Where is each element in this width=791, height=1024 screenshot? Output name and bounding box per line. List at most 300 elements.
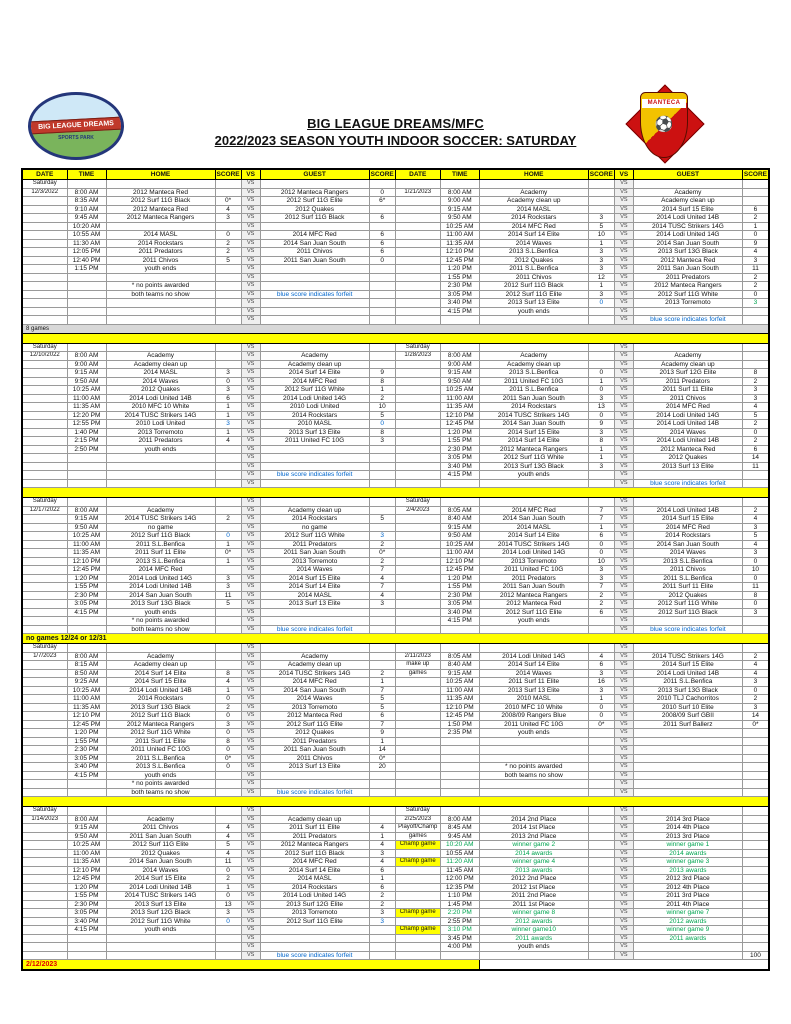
date-cell: Saturday xyxy=(22,498,67,507)
guest-team-cell: 2011 Chivos xyxy=(633,566,742,575)
home-team-cell: both teams no show xyxy=(106,290,215,299)
score-cell xyxy=(588,909,614,918)
home-team-cell: 2014 Waves xyxy=(479,669,588,678)
score-cell xyxy=(742,824,769,833)
time-cell: 12:10 PM xyxy=(67,557,106,566)
schedule-row xyxy=(22,256,769,265)
guest-team-cell: 2011 San Juan South xyxy=(260,746,369,755)
score-cell xyxy=(742,858,769,867)
score-cell xyxy=(588,917,614,926)
guest-team-cell xyxy=(260,299,369,308)
home-team-cell: 2011 Predators xyxy=(106,437,215,446)
guest-team-cell xyxy=(260,282,369,291)
schedule-row xyxy=(22,892,769,901)
guest-team-cell: 2011 San Juan South xyxy=(260,256,369,265)
vs-cell: VS xyxy=(241,273,260,282)
date-cell xyxy=(22,411,67,420)
date-cell xyxy=(22,549,67,558)
score-cell: 0 xyxy=(215,892,241,901)
score-cell: 0* xyxy=(588,720,614,729)
schedule-row xyxy=(22,815,769,824)
vs-cell: VS xyxy=(614,523,633,532)
home-team-cell: 2012 2nd Place xyxy=(479,875,588,884)
score-cell xyxy=(588,763,614,772)
date-cell xyxy=(395,180,440,189)
score-cell: 6 xyxy=(742,445,769,454)
schedule-row xyxy=(22,523,769,532)
home-team-cell: 2012 Manteca Rangers xyxy=(479,445,588,454)
time-cell: 8:00 AM xyxy=(67,188,106,197)
home-team-cell xyxy=(106,943,215,952)
score-cell xyxy=(588,625,614,634)
guest-team-cell: 2012 Quakes xyxy=(260,729,369,738)
vs-cell: VS xyxy=(241,746,260,755)
score-cell: 3 xyxy=(588,394,614,403)
date-cell xyxy=(22,746,67,755)
guest-team-cell: 2011 Chivos xyxy=(260,248,369,257)
date-cell xyxy=(395,763,440,772)
vs-cell: VS xyxy=(614,866,633,875)
vs-cell: VS xyxy=(614,549,633,558)
score-cell: 1 xyxy=(588,523,614,532)
time-cell: 3:40 PM xyxy=(67,763,106,772)
date-cell xyxy=(22,479,67,488)
vs-cell: VS xyxy=(614,720,633,729)
guest-team-cell xyxy=(260,644,369,653)
time-cell: 2:30 PM xyxy=(440,282,479,291)
score-cell: 2 xyxy=(742,506,769,515)
guest-team-cell: 2012 Surf 11G White xyxy=(260,386,369,395)
time-cell xyxy=(67,617,106,626)
separator-row xyxy=(22,634,769,644)
guest-team-cell: 2014 Waves xyxy=(633,549,742,558)
date-cell xyxy=(22,900,67,909)
date-cell: Saturday xyxy=(22,180,67,189)
home-team-cell xyxy=(106,222,215,231)
score-cell xyxy=(588,498,614,507)
score-cell: 3 xyxy=(215,214,241,223)
date-cell xyxy=(22,282,67,291)
score-cell: 9 xyxy=(369,369,395,378)
time-cell: 12:20 PM xyxy=(67,411,106,420)
vs-cell: VS xyxy=(614,386,633,395)
home-team-cell: 2013 S.L.Benfica xyxy=(479,248,588,257)
home-team-cell xyxy=(106,180,215,189)
score-cell: 3 xyxy=(215,909,241,918)
home-team-cell: 2014 Rockstars xyxy=(106,695,215,704)
date-cell xyxy=(395,316,440,325)
vs-cell: VS xyxy=(614,307,633,316)
time-cell: 4:15 PM xyxy=(440,307,479,316)
column-header: GUEST xyxy=(633,169,742,180)
time-cell: 2:50 PM xyxy=(67,445,106,454)
date-cell xyxy=(395,445,440,454)
home-team-cell: 2013 awards xyxy=(479,866,588,875)
date-cell xyxy=(22,403,67,412)
score-cell xyxy=(742,360,769,369)
home-team-cell xyxy=(479,746,588,755)
score-cell xyxy=(369,807,395,816)
time-cell: 11:35 AM xyxy=(67,858,106,867)
vs-cell: VS xyxy=(614,591,633,600)
time-cell: 8:00 AM xyxy=(440,815,479,824)
home-team-cell: 2014 Lodi United 14B xyxy=(106,394,215,403)
date-cell xyxy=(395,214,440,223)
guest-team-cell: 2011 Predators xyxy=(633,377,742,386)
home-team-cell: 2011 Predators xyxy=(106,248,215,257)
date-cell xyxy=(22,729,67,738)
guest-team-cell: 2014 Rockstars xyxy=(260,883,369,892)
score-cell xyxy=(215,617,241,626)
vs-cell: VS xyxy=(614,222,633,231)
home-team-cell: 2008/09 Rangers Blue xyxy=(479,712,588,721)
home-team-cell: 2014 Lodi United 14G xyxy=(106,574,215,583)
schedule-row xyxy=(22,360,769,369)
score-cell: 1 xyxy=(215,411,241,420)
vs-cell: VS xyxy=(614,360,633,369)
time-cell: 12:45 PM xyxy=(440,420,479,429)
guest-team-cell: 2012 Quakes xyxy=(260,205,369,214)
vs-cell: VS xyxy=(241,695,260,704)
vs-cell: VS xyxy=(241,754,260,763)
date-cell xyxy=(22,360,67,369)
score-cell xyxy=(369,951,395,960)
vs-cell: VS xyxy=(614,608,633,617)
score-cell xyxy=(369,282,395,291)
home-team-cell: 2014 Lodi United 14G xyxy=(479,652,588,661)
date-cell: 1/7/2023 xyxy=(22,652,67,661)
date-cell: Saturday xyxy=(395,807,440,816)
guest-team-cell: 2013 Torremoto xyxy=(260,703,369,712)
date-cell xyxy=(395,377,440,386)
guest-team-cell: 2014 Lodi United 14G xyxy=(633,411,742,420)
time-cell: 9:15 AM xyxy=(440,369,479,378)
time-cell xyxy=(440,746,479,755)
score-cell: 6 xyxy=(588,532,614,541)
guest-team-cell: 2012 Surf 11G White xyxy=(633,290,742,299)
time-cell: 3:05 PM xyxy=(440,290,479,299)
score-cell: 2 xyxy=(215,875,241,884)
vs-cell: VS xyxy=(614,369,633,378)
score-cell xyxy=(588,307,614,316)
time-cell: 10:25 AM xyxy=(440,386,479,395)
date-cell xyxy=(22,600,67,609)
time-cell: 8:00 AM xyxy=(67,652,106,661)
time-cell: 11:35 AM xyxy=(67,403,106,412)
date-cell xyxy=(395,934,440,943)
score-cell xyxy=(742,849,769,858)
guest-team-cell: 2012 Manteca Red xyxy=(260,712,369,721)
date-cell xyxy=(395,625,440,634)
vs-cell: VS xyxy=(614,686,633,695)
guest-team-cell: 2014 MFC Red xyxy=(260,377,369,386)
time-cell xyxy=(67,498,106,507)
guest-team-cell: 2010 Surf 10 Elite xyxy=(633,703,742,712)
date-cell xyxy=(22,763,67,772)
date-cell xyxy=(395,875,440,884)
vs-cell: VS xyxy=(241,479,260,488)
guest-team-cell xyxy=(260,934,369,943)
date-cell xyxy=(395,549,440,558)
schedule-row xyxy=(22,934,769,943)
score-cell xyxy=(742,316,769,325)
separator-filler xyxy=(479,960,769,971)
home-team-cell xyxy=(106,299,215,308)
date-cell xyxy=(22,523,67,532)
score-cell xyxy=(215,652,241,661)
schedule-row xyxy=(22,377,769,386)
time-cell: 9:10 AM xyxy=(67,205,106,214)
score-cell xyxy=(215,934,241,943)
vs-cell: VS xyxy=(241,248,260,257)
date-cell xyxy=(395,574,440,583)
score-cell xyxy=(369,498,395,507)
home-team-cell: 2012 Surf 11G White xyxy=(106,729,215,738)
score-cell: 5 xyxy=(369,703,395,712)
score-cell xyxy=(215,498,241,507)
vs-cell: VS xyxy=(614,951,633,960)
schedule-row xyxy=(22,343,769,352)
vs-cell: VS xyxy=(241,652,260,661)
score-cell: 1 xyxy=(588,445,614,454)
score-cell xyxy=(588,754,614,763)
vs-cell: VS xyxy=(241,205,260,214)
vs-cell: VS xyxy=(614,832,633,841)
score-cell: 7 xyxy=(588,583,614,592)
score-cell xyxy=(742,498,769,507)
score-cell: 11 xyxy=(742,265,769,274)
time-cell: 12:05 PM xyxy=(67,248,106,257)
score-cell xyxy=(369,316,395,325)
date-cell xyxy=(22,239,67,248)
date-cell xyxy=(22,299,67,308)
guest-team-cell xyxy=(633,180,742,189)
guest-team-cell: 2011 Chivos xyxy=(633,394,742,403)
time-cell: 11:30 AM xyxy=(67,239,106,248)
schedule-row xyxy=(22,737,769,746)
date-cell xyxy=(395,849,440,858)
home-team-cell: * no points awarded xyxy=(479,763,588,772)
home-team-cell: youth ends xyxy=(479,617,588,626)
guest-team-cell: 2011 Chivos xyxy=(260,754,369,763)
vs-cell: VS xyxy=(614,600,633,609)
home-team-cell: youth ends xyxy=(106,608,215,617)
guest-team-cell: 2012 Surf 11G Elite xyxy=(260,720,369,729)
home-team-cell: 2014 San Juan South xyxy=(106,591,215,600)
score-cell xyxy=(742,909,769,918)
score-cell: 0 xyxy=(215,866,241,875)
time-cell xyxy=(67,299,106,308)
time-cell: 2:30 PM xyxy=(440,591,479,600)
vs-cell: VS xyxy=(614,943,633,952)
date-cell xyxy=(395,617,440,626)
score-cell: 5 xyxy=(742,411,769,420)
vs-cell: VS xyxy=(241,290,260,299)
vs-cell: VS xyxy=(614,540,633,549)
home-team-cell: Academy xyxy=(479,352,588,361)
guest-team-cell xyxy=(260,222,369,231)
guest-team-cell: Academy clean up xyxy=(633,360,742,369)
score-cell xyxy=(215,282,241,291)
score-cell xyxy=(742,754,769,763)
schedule-row xyxy=(22,832,769,841)
home-team-cell: 2012 Quakes xyxy=(479,256,588,265)
guest-team-cell: 2012 3rd Place xyxy=(633,875,742,884)
date-cell xyxy=(22,780,67,789)
home-team-cell: youth ends xyxy=(479,729,588,738)
home-team-cell: 2012 Manteca Red xyxy=(106,205,215,214)
schedule-row xyxy=(22,265,769,274)
vs-cell: VS xyxy=(241,352,260,361)
schedule-row xyxy=(22,273,769,282)
time-cell: 4:15 PM xyxy=(67,771,106,780)
score-cell: 0 xyxy=(215,729,241,738)
schedule-row xyxy=(22,498,769,507)
guest-team-cell xyxy=(260,273,369,282)
date-cell xyxy=(22,686,67,695)
score-cell: 5 xyxy=(215,256,241,265)
vs-cell: VS xyxy=(614,652,633,661)
schedule-row xyxy=(22,900,769,909)
guest-team-cell: 2012 Manteca Rangers xyxy=(260,841,369,850)
vs-cell: VS xyxy=(614,824,633,833)
score-cell: 3 xyxy=(369,437,395,446)
home-team-cell: youth ends xyxy=(106,265,215,274)
home-team-cell: 2011 awards xyxy=(479,934,588,943)
vs-cell: VS xyxy=(614,454,633,463)
score-cell: 4 xyxy=(215,832,241,841)
vs-cell: VS xyxy=(241,712,260,721)
score-cell xyxy=(742,352,769,361)
guest-team-cell xyxy=(633,471,742,480)
vs-cell: VS xyxy=(241,943,260,952)
column-header: DATE xyxy=(22,169,67,180)
home-team-cell: 2013 Torremoto xyxy=(479,557,588,566)
vs-cell: VS xyxy=(614,428,633,437)
time-cell xyxy=(440,780,479,789)
guest-team-cell xyxy=(633,617,742,626)
schedule-row xyxy=(22,669,769,678)
date-cell xyxy=(395,678,440,687)
vs-cell: VS xyxy=(614,290,633,299)
date-cell xyxy=(22,875,67,884)
home-team-cell: 2014 TUSC Strikers 14G xyxy=(106,515,215,524)
score-cell xyxy=(742,832,769,841)
date-cell xyxy=(395,248,440,257)
time-cell xyxy=(67,788,106,797)
score-cell xyxy=(369,360,395,369)
score-cell: 0 xyxy=(588,411,614,420)
score-cell xyxy=(215,926,241,935)
score-cell: 8 xyxy=(588,437,614,446)
score-cell: 0* xyxy=(369,549,395,558)
vs-cell: VS xyxy=(241,420,260,429)
schedule-row xyxy=(22,403,769,412)
time-cell: 9:25 AM xyxy=(67,678,106,687)
score-cell xyxy=(369,625,395,634)
date-cell xyxy=(22,737,67,746)
time-cell xyxy=(67,934,106,943)
schedule-row xyxy=(22,617,769,626)
score-cell xyxy=(369,788,395,797)
home-team-cell: 2011 San Juan South xyxy=(479,583,588,592)
date-cell xyxy=(22,695,67,704)
score-cell xyxy=(742,892,769,901)
date-cell xyxy=(395,737,440,746)
time-cell: 4:15 PM xyxy=(67,608,106,617)
home-team-cell: 2011 United FC 10G xyxy=(479,720,588,729)
vs-cell: VS xyxy=(614,746,633,755)
date-cell xyxy=(22,678,67,687)
date-cell xyxy=(395,307,440,316)
time-cell: 9:45 AM xyxy=(67,214,106,223)
score-cell: 7 xyxy=(369,566,395,575)
score-cell xyxy=(588,841,614,850)
guest-team-cell xyxy=(260,479,369,488)
home-team-cell: 2011 Surf 11 Elite xyxy=(479,678,588,687)
date-cell xyxy=(395,299,440,308)
score-cell xyxy=(742,197,769,206)
score-cell xyxy=(215,815,241,824)
home-team-cell: 2013 S.L.Benfica xyxy=(106,557,215,566)
time-cell xyxy=(67,454,106,463)
guest-team-cell xyxy=(633,763,742,772)
score-cell: 1 xyxy=(588,695,614,704)
score-cell: 4 xyxy=(742,661,769,670)
score-cell: 3 xyxy=(215,369,241,378)
home-team-cell: 2012 Surf 11G Black xyxy=(106,197,215,206)
guest-team-cell: 2010 TLJ Cachorritos xyxy=(633,695,742,704)
date-cell xyxy=(22,273,67,282)
score-cell xyxy=(369,608,395,617)
score-cell: 2 xyxy=(215,703,241,712)
time-cell: 9:15 AM xyxy=(67,515,106,524)
date-cell: Champ game xyxy=(395,909,440,918)
vs-cell: VS xyxy=(614,926,633,935)
vs-cell: VS xyxy=(241,265,260,274)
vs-cell: VS xyxy=(614,703,633,712)
time-cell: 4:00 PM xyxy=(440,943,479,952)
home-team-cell: Academy clean up xyxy=(479,360,588,369)
date-cell: Saturday xyxy=(395,343,440,352)
schedule-row xyxy=(22,222,769,231)
date-cell xyxy=(22,625,67,634)
home-team-cell: 2011 San Juan South xyxy=(479,394,588,403)
guest-team-cell: 2010 Lodi United xyxy=(260,403,369,412)
vs-cell: VS xyxy=(614,343,633,352)
home-team-cell: 2012 Quakes xyxy=(106,386,215,395)
score-cell xyxy=(369,180,395,189)
time-cell: 3:05 PM xyxy=(67,754,106,763)
time-cell: 10:25 AM xyxy=(440,222,479,231)
score-cell: 5 xyxy=(369,695,395,704)
vs-cell: VS xyxy=(241,934,260,943)
vs-cell: VS xyxy=(614,858,633,867)
home-team-cell xyxy=(479,807,588,816)
time-cell: 9:15 AM xyxy=(440,523,479,532)
date-cell xyxy=(395,771,440,780)
guest-team-cell: 2014 San Juan South xyxy=(260,686,369,695)
date-cell xyxy=(395,282,440,291)
date-cell xyxy=(22,608,67,617)
home-team-cell: 2014 San Juan South xyxy=(106,858,215,867)
date-cell: Champ game xyxy=(395,926,440,935)
header-row xyxy=(22,169,769,180)
schedule-row xyxy=(22,583,769,592)
home-team-cell: 2014 Waves xyxy=(106,866,215,875)
guest-team-cell xyxy=(260,316,369,325)
time-cell: 2:55 PM xyxy=(440,917,479,926)
